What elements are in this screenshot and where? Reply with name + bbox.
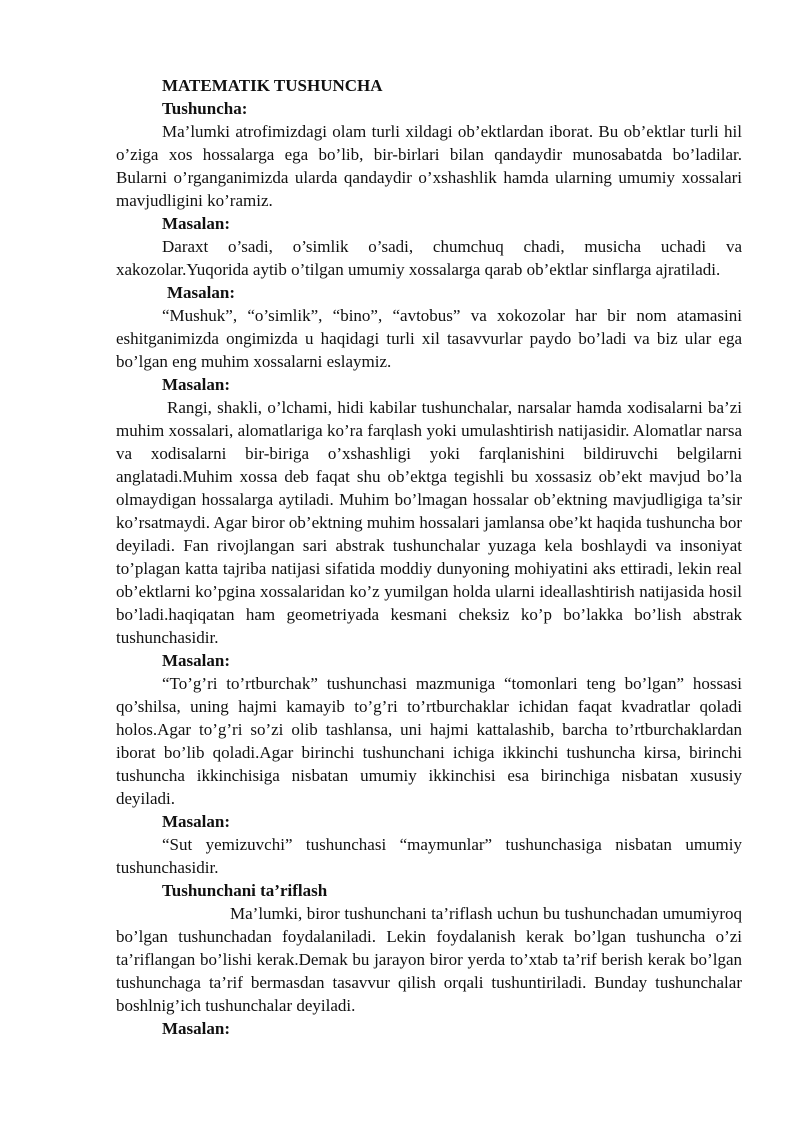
body-paragraph: “Mushuk”, “o’simlik”, “bino”, “avtobus” va xokozolar har bir nom atamasini eshitganimizda ongimizda u haqidagi turli xil tasavvurlar paydo bo’ladi va biz ular ega bo’lgan eng muhim xossalarni eslaymiz. xyxy=(116,306,742,371)
section-heading: Tushuncha: xyxy=(162,99,248,118)
section-heading: Masalan: xyxy=(162,651,230,670)
section-heading: Tushunchani ta’riflash xyxy=(162,881,328,900)
body-paragraph: “To’g’ri to’rtburchak” tushunchasi mazmuniga “tomonlari teng bo’lgan” hossasi qo’shilsa, uning hajmi kamayib to’g’ri to’rtburchaklar ichidan faqat kvadratlar qoladi holos.Agar to’g’ri so’zi olib tashlansa, uni hajmi kattalashib, barcha to’rtburchaklardan iborat bo’lib qoladi.Agar birinchi tushunchani ichiga ikkinchi tushuncha kirsa, birinchi tushuncha ikkinchisiga nisbatan umumiy ikkinchisi esa birinchiga nisbatan xususiy deyiladi. xyxy=(116,674,742,808)
document-title: MATEMATIK TUSHUNCHA xyxy=(162,76,383,95)
document-body xyxy=(116,97,742,1040)
body-paragraph: Ma’lumki atrofimizdagi olam turli xildagi ob’ektlardan iborat. Bu ob’ektlar turli hil o’ziga xos hossalarga ega bo’lib, bir-birlari bilan qandaydir munosabatda bo’ladilar. Bularni o’rganganimizda ularda qandaydir o’xshashlik hamda ularning umumiy xossalari mavjudligini ko’ramiz. xyxy=(116,122,742,210)
body-paragraph: “Sut yemizuvchi” tushunchasi “maymunlar” tushunchasiga nisbatan umumiy tushunchasidir. xyxy=(116,835,742,877)
body-paragraph: Rangi, shakli, o’lchami, hidi kabilar tushunchalar, narsalar hamda xodisalarni ba’zi muhim xossalari, alomatlariga ko’ra farqlash yoki umulashtirish natijasidir. Alomatlar narsa va xodisalarni bir-biriga o’xshashligi yoki farqlanishini bildiruvchi belgilarni anglatadi.Muhim xossa deb faqat shu ob’ektga tegishli bu xossasiz ob’ekt mavjud bo’la olmaydigan hossalarga aytiladi. Muhim bo’lmagan hossalar ob’ektning mavjudligiga ta’sir ko’rsatmaydi. Agar biror ob’ektning muhim hossalari jamlansa obe’kt haqida tushuncha bor deyiladi. Fan rivojlangan sari abstrak tushunchalar yuzaga kela boshlaydi va insoniyat to’plagan katta tajriba natijasi sifatida moddiy dunyoning mohiyatini aks ettiradi, lekin real ob’ektlarni ko’pgina xossalaridan ko’z yumilgan holda ularni ideallashtirish natijasida hosil bo’ladi.haqiqatan ham geometriyada kesmani cheksiz ko’p bo’lakka bo’lish abstrak tushunchasidir. xyxy=(116,398,742,647)
section-heading: Masalan: xyxy=(162,214,230,233)
section-heading: Masalan: xyxy=(162,812,230,831)
section-heading: Masalan: xyxy=(162,375,230,394)
section-heading: Masalan: xyxy=(162,1019,230,1038)
body-paragraph: Ma’lumki, biror tushunchani ta’riflash uchun bu tushunchadan umumiyroq bo’lgan tushunchadan foydalaniladi. Lekin foydalanish kerak bo’lgan tushuncha o’zi ta’riflangan bo’lishi kerak.Demak bu jarayon biror yerda to’xtab ta’rif berish kerak bo’lgan tushunchaga ta’rif bermasdan tasavvur qilish orqali tushuntiriladi. Bunday tushunchalar boshlnig’ich tushunchalar deyiladi. xyxy=(116,904,742,1015)
section-heading: Masalan: xyxy=(167,283,235,302)
body-paragraph: Daraxt o’sadi, o’simlik o’sadi, chumchuq chadi, musicha uchadi va xakozolar.Yuqorida aytib o’tilgan umumiy xossalarga qarab ob’ektlar sinflarga ajratiladi. xyxy=(116,237,742,279)
document-page xyxy=(116,74,742,1040)
